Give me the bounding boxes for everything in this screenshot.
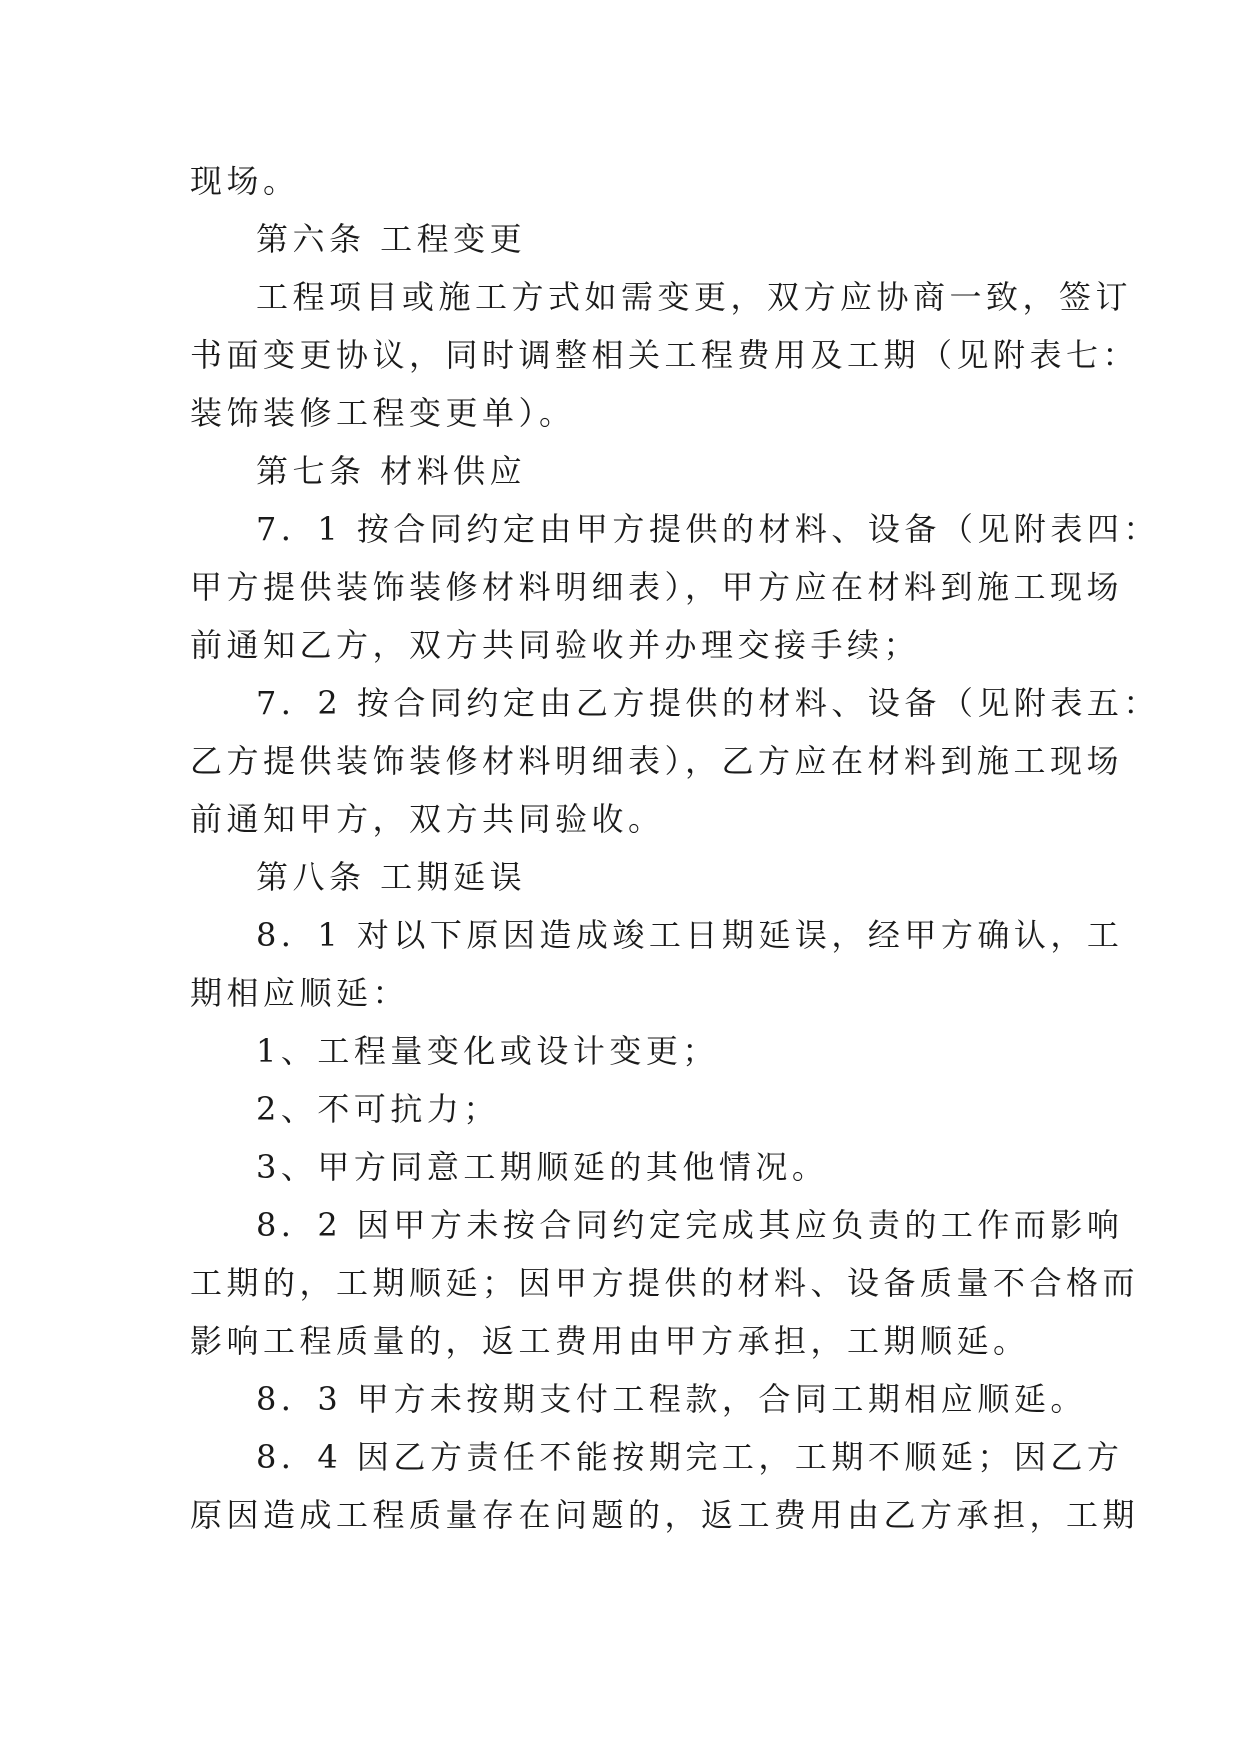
text-line: 工期的，工期顺延；因甲方提供的材料、设备质量不合格而 bbox=[190, 1264, 1140, 1302]
text-line: 书面变更协议，同时调整相关工程费用及工期（见附表七： bbox=[190, 336, 1140, 374]
clause-line: 7．2 按合同约定由乙方提供的材料、设备（见附表五： bbox=[256, 684, 1160, 722]
clause-line: 7．1 按合同约定由甲方提供的材料、设备（见附表四： bbox=[256, 510, 1160, 548]
text-line: 乙方提供装饰装修材料明细表），乙方应在材料到施工现场 bbox=[190, 742, 1124, 780]
list-item: 3、甲方同意工期顺延的其他情况。 bbox=[256, 1148, 829, 1186]
text-line: 装饰装修工程变更单）。 bbox=[190, 394, 576, 432]
section-heading: 第八条 工期延误 bbox=[256, 858, 527, 896]
section-heading: 第七条 材料供应 bbox=[256, 452, 527, 490]
clause-line: 8．1 对以下原因造成竣工日期延误，经甲方确认，工 bbox=[256, 916, 1124, 954]
clause-line: 8．4 因乙方责任不能按期完工，工期不顺延；因乙方 bbox=[256, 1438, 1124, 1476]
text-line: 前通知甲方，双方共同验收。 bbox=[190, 800, 665, 838]
text-line: 甲方提供装饰装修材料明细表），甲方应在材料到施工现场 bbox=[190, 568, 1124, 606]
text-line: 影响工程质量的，返工费用由甲方承担，工期顺延。 bbox=[190, 1322, 1030, 1360]
text-line: 原因造成工程质量存在问题的，返工费用由乙方承担，工期 bbox=[190, 1496, 1140, 1534]
document-page bbox=[190, 152, 1160, 1544]
clause-line: 8．2 因甲方未按合同约定完成其应负责的工作而影响 bbox=[256, 1206, 1124, 1244]
list-item: 1、工程量变化或设计变更； bbox=[256, 1032, 719, 1070]
clause-line: 8．3 甲方未按期支付工程款，合同工期相应顺延。 bbox=[256, 1380, 1087, 1418]
section-heading: 第六条 工程变更 bbox=[256, 220, 527, 258]
text-line: 现场。 bbox=[190, 162, 300, 200]
text-line: 前通知乙方，双方共同验收并办理交接手续； bbox=[190, 626, 921, 664]
text-line: 工程项目或施工方式如需变更，双方应协商一致，签订 bbox=[256, 278, 1133, 316]
text-line: 期相应顺延： bbox=[190, 974, 410, 1012]
list-item: 2、不可抗力； bbox=[256, 1090, 500, 1128]
